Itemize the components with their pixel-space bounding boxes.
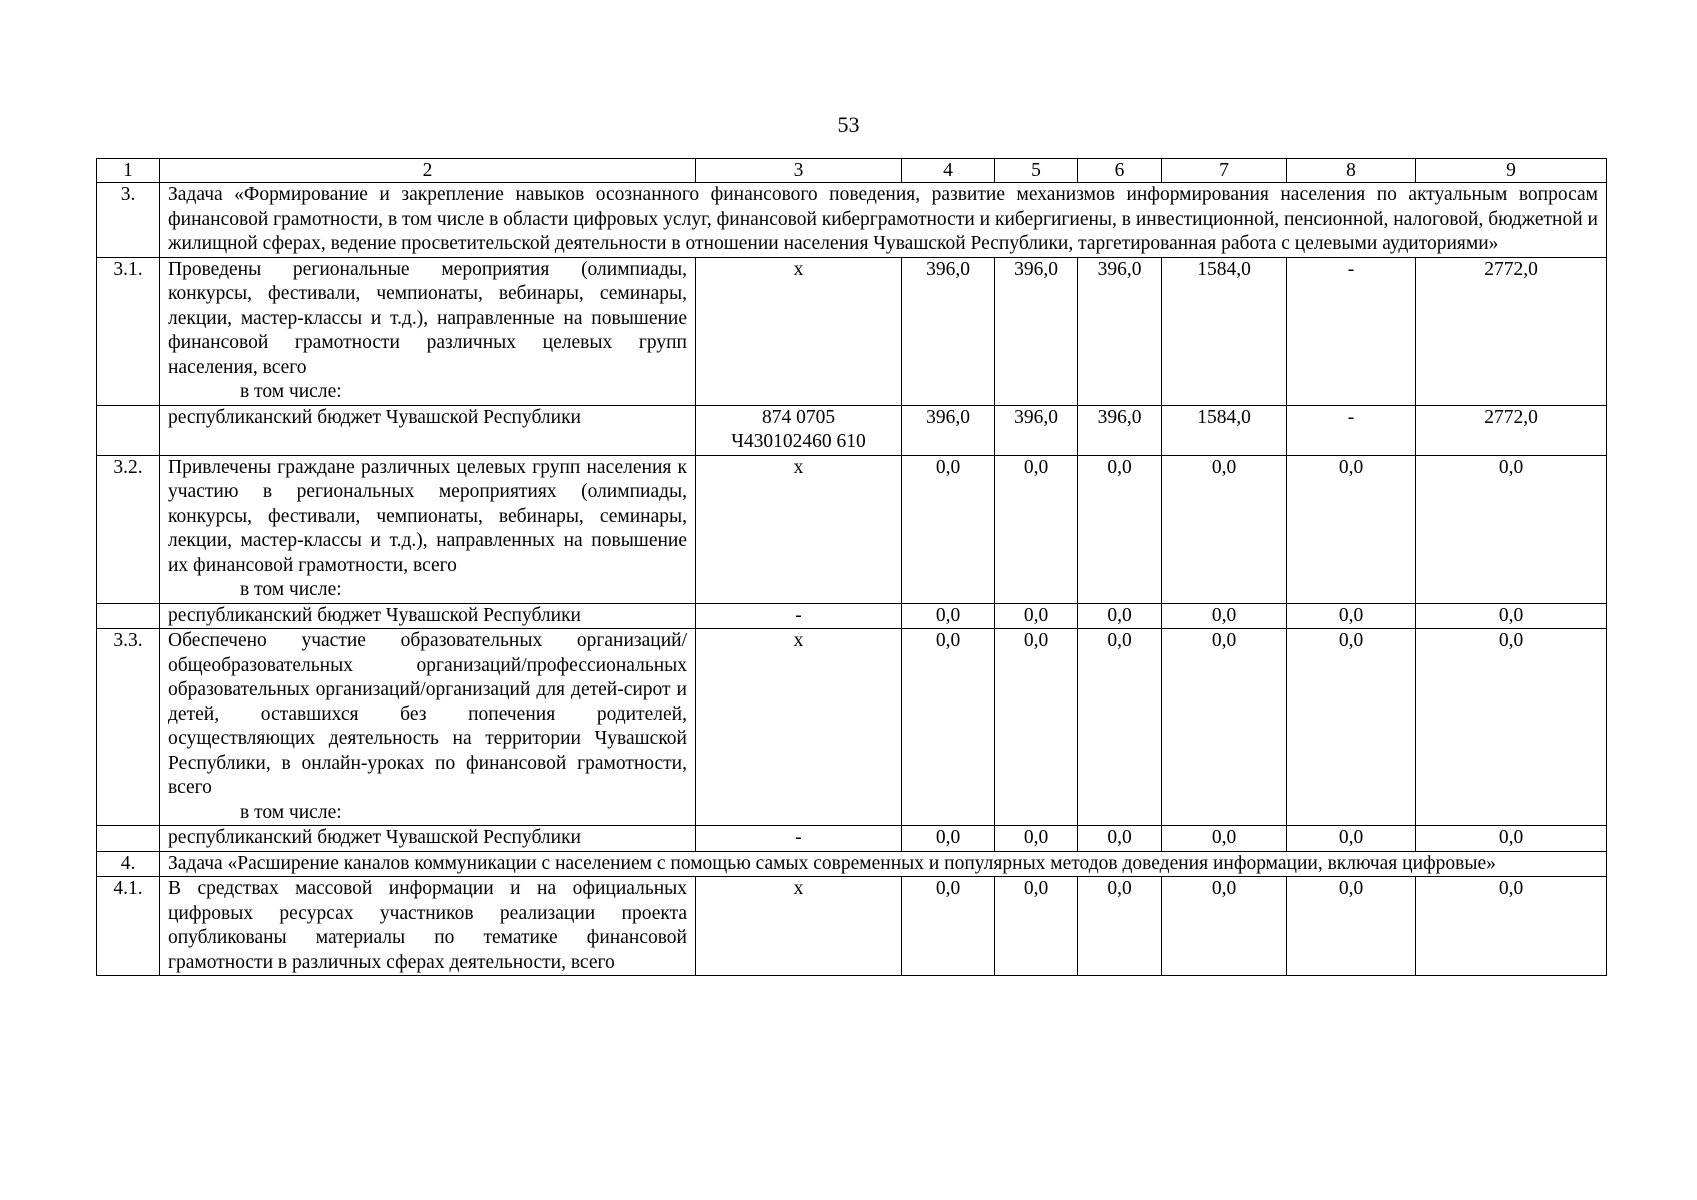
budget-code: -	[696, 826, 902, 852]
value-cell: 0,0	[902, 455, 995, 603]
value-cell: -	[1287, 405, 1416, 455]
value-cell: 2772,0	[1416, 405, 1607, 455]
value-cell: 1584,0	[1162, 405, 1287, 455]
value-cell: 0,0	[1162, 603, 1287, 629]
column-number: 4	[902, 159, 995, 183]
value-cell: 0,0	[995, 455, 1078, 603]
table-row	[97, 455, 1607, 603]
task-description: Задача «Расширение каналов коммуникации с населением с помощью самых современных и популярных методов доведения информации, включая цифровые»	[160, 851, 1607, 877]
item-description	[160, 629, 696, 826]
value-cell: 0,0	[1162, 877, 1287, 976]
value-cell: 0,0	[1287, 826, 1416, 852]
value-cell: 0,0	[1078, 603, 1162, 629]
budget-table	[96, 158, 1607, 976]
item-text: Проведены региональные мероприятия (олимпиады, конкурсы, фестивали, чемпионаты, вебинары, семинары, лекции, мастер-классы и т.д.), направленные на повышение финансовой грамотности различных целевых групп населения, всего	[168, 258, 687, 378]
budget-source: республиканский бюджет Чувашской Республики	[160, 405, 696, 455]
value-cell: 0,0	[1287, 629, 1416, 826]
column-number: 6	[1078, 159, 1162, 183]
value-cell: 0,0	[995, 877, 1078, 976]
table-row	[97, 629, 1607, 826]
page-number: 53	[837, 112, 860, 137]
budget-code: x	[696, 877, 902, 976]
row-number: 4.	[97, 851, 160, 877]
value-cell: 0,0	[902, 629, 995, 826]
value-cell: 0,0	[1287, 455, 1416, 603]
item-text: Обеспечено участие образовательных организаций/общеобразовательных организаций/профессиональных образовательных организаций/организаций для детей-сирот и детей, оставшихся без попечения родителей, осуществляющих деятельность на территории Чувашской Республики, в онлайн-уроках по финансовой грамотности, всего	[168, 630, 687, 798]
budget-code: x	[696, 257, 902, 405]
column-number: 2	[160, 159, 696, 183]
value-cell: 0,0	[902, 826, 995, 852]
budget-code	[696, 405, 902, 455]
value-cell: 0,0	[1078, 826, 1162, 852]
including-label: в том числе:	[240, 381, 342, 402]
table-row	[97, 257, 1607, 405]
row-number: 4.1.	[97, 877, 160, 976]
column-number: 5	[995, 159, 1078, 183]
column-number: 8	[1287, 159, 1416, 183]
value-cell: 0,0	[995, 603, 1078, 629]
value-cell: 0,0	[1078, 629, 1162, 826]
column-number: 9	[1416, 159, 1607, 183]
value-cell: 0,0	[1287, 603, 1416, 629]
value-cell: 396,0	[1078, 405, 1162, 455]
item-description: В средствах массовой информации и на официальных цифровых ресурсах участников реализации проекта опубликованы материалы по тематике финансовой грамотности в различных сферах деятельности, всего	[160, 877, 696, 976]
value-cell: 396,0	[902, 257, 995, 405]
value-cell: 396,0	[995, 405, 1078, 455]
budget-code-line: Ч430102460 610	[731, 431, 866, 452]
value-cell: 0,0	[902, 877, 995, 976]
budget-code-line: 874 0705	[761, 406, 836, 428]
value-cell: 0,0	[995, 826, 1078, 852]
value-cell: 0,0	[1416, 455, 1607, 603]
budget-code: x	[696, 455, 902, 603]
value-cell: 0,0	[1416, 826, 1607, 852]
item-description	[160, 257, 696, 405]
value-cell: 0,0	[1162, 826, 1287, 852]
value-cell: 1584,0	[1162, 257, 1287, 405]
value-cell: 0,0	[1287, 877, 1416, 976]
value-cell: 0,0	[1416, 629, 1607, 826]
item-description	[160, 455, 696, 603]
value-cell: 0,0	[1416, 603, 1607, 629]
value-cell: 0,0	[902, 603, 995, 629]
row-number: 3.	[97, 183, 160, 258]
table-row	[97, 826, 1607, 852]
value-cell: 0,0	[1078, 877, 1162, 976]
task-description: Задача «Формирование и закрепление навыков осознанного финансового поведения, развитие механизмов информирования населения по актуальным вопросам финансовой грамотности, в том числе в области цифровых услуг, финансовой кибергрaмотности и кибергигиены, в инвестиционной, пенсионной, налоговой, бюджетной и жилищной сферах, ведение просветительской деятельности в отношении населения Чувашской Республики, таргетированная работа с целевыми аудиториями»	[160, 183, 1607, 258]
value-cell: 0,0	[1416, 877, 1607, 976]
table-row	[97, 877, 1607, 976]
value-cell: 0,0	[995, 629, 1078, 826]
column-number: 7	[1162, 159, 1287, 183]
table-row	[97, 405, 1607, 455]
value-cell: 396,0	[902, 405, 995, 455]
column-number: 3	[696, 159, 902, 183]
value-cell: 396,0	[995, 257, 1078, 405]
value-cell: 396,0	[1078, 257, 1162, 405]
budget-source: республиканский бюджет Чувашской Республики	[160, 826, 696, 852]
column-number: 1	[97, 159, 160, 183]
row-number: 3.3.	[97, 629, 160, 826]
budget-code: x	[696, 629, 902, 826]
task-row	[97, 851, 1607, 877]
value-cell: 0,0	[1078, 455, 1162, 603]
row-number: 3.1.	[97, 257, 160, 405]
value-cell: -	[1287, 257, 1416, 405]
item-text: Привлечены граждане различных целевых групп населения к участию в региональных мероприятиях (олимпиады, конкурсы, фестивали, чемпионаты, вебинары, семинары, лекции, мастер-классы и т.д.), направленных на повышение их финансовой грамотности, всего	[168, 456, 687, 576]
value-cell: 2772,0	[1416, 257, 1607, 405]
including-label: в том числе:	[240, 579, 342, 600]
value-cell: 0,0	[1162, 455, 1287, 603]
value-cell: 0,0	[1162, 629, 1287, 826]
including-label: в том числе:	[240, 801, 342, 823]
budget-code: -	[696, 603, 902, 629]
table-row	[97, 603, 1607, 629]
budget-source: республиканский бюджет Чувашской Республики	[160, 603, 696, 629]
row-number: 3.2.	[97, 455, 160, 603]
column-number-row	[97, 159, 1607, 183]
task-row	[97, 183, 1607, 258]
